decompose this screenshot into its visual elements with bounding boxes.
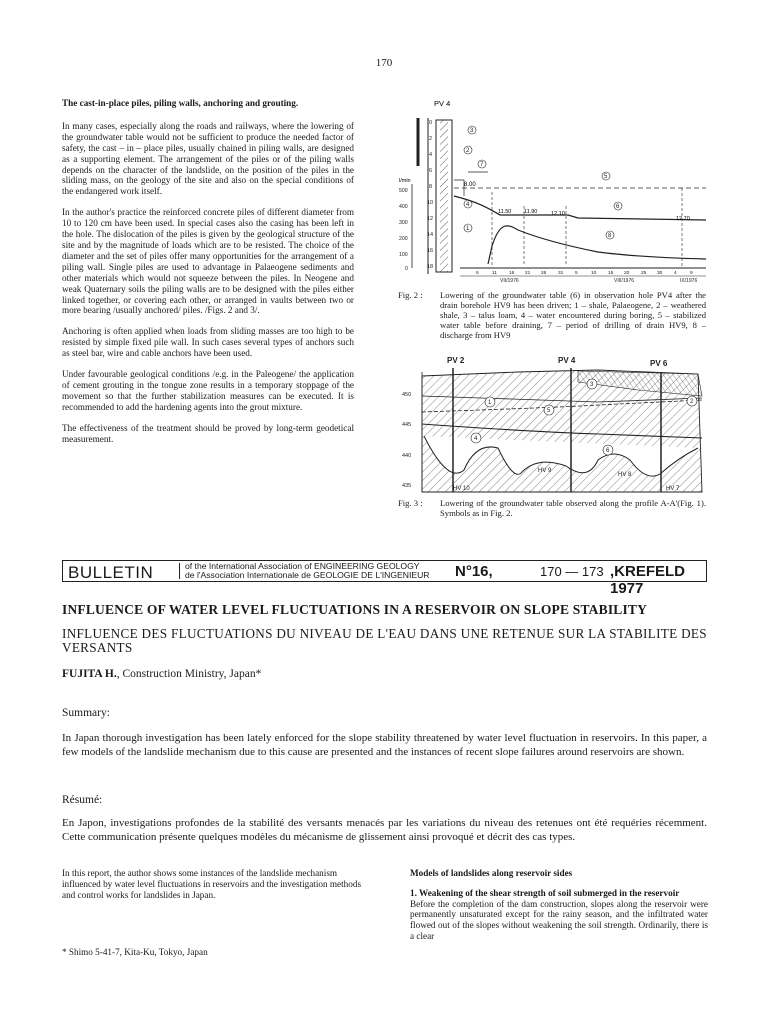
discharge-tick: 300 <box>399 220 408 226</box>
well-label: PV 2 <box>447 356 465 365</box>
association-fr: de l'Association Internationale de GEOLOGIE DE L'INGENIEUR <box>185 569 430 580</box>
discharge-tick: 500 <box>399 188 408 194</box>
level-label: 12.10 <box>551 211 565 217</box>
figure-2-caption <box>398 290 710 340</box>
symbol-label: 5 <box>547 408 551 414</box>
models-heading: Models of landslides along reservoir sides <box>410 868 573 878</box>
day-tick: 30 <box>657 271 663 276</box>
bulletin-word: BULLETIN <box>68 563 154 582</box>
section-heading: The cast-in-place piles, piling walls, anchoring and grouting. <box>62 98 299 108</box>
period-label: VIII/1976 <box>614 278 635 284</box>
period-label: IX/1976 <box>680 278 698 284</box>
bulletin-place: ,KREFELD 1977 <box>610 563 685 597</box>
models-section <box>410 868 708 942</box>
depth-tick: 8 <box>429 184 433 190</box>
caption-label: Fig. 3 : <box>398 498 423 508</box>
author-line <box>62 668 261 680</box>
paper-title-fr: INFLUENCE DES FLUCTUATIONS DU NIVEAU DE L'EAU DANS UNE RETENUE SUR LA STABILITE DES VERSANTS <box>62 626 707 655</box>
bulletin-association <box>185 562 430 579</box>
day-ticks <box>476 270 693 276</box>
depth-tick: 14 <box>427 232 434 238</box>
level-label: 11.50 <box>498 209 512 215</box>
footnote: * Shimo 5-41-7, Kita-Ku, Tokyo, Japan <box>62 947 208 957</box>
well-label: PV 4 <box>558 356 576 365</box>
day-tick: 15 <box>608 271 614 276</box>
author-name: FUJITA H. <box>62 668 117 680</box>
banner-divider <box>179 563 180 579</box>
resume-heading: Résumé: <box>62 794 103 806</box>
paragraph: Under favourable geological conditions /e.g. in the Paleogene/ the application of cement grouting in the tongue zone results in a temporary stoppage of the movement so that the further stabilization measures can be executed. It is recommended to add the hardening agents into the grout mixture. <box>62 369 354 412</box>
symbol-label: 1 <box>466 226 470 232</box>
summary-heading: Summary: <box>62 707 110 719</box>
level-label: 8.00 <box>464 182 476 188</box>
day-tick: 20 <box>624 271 630 276</box>
symbol-label: 5 <box>604 174 608 180</box>
well-labels <box>447 356 668 368</box>
intro-paragraph: In this report, the author shows some instances of the landslide mechanism influenced by water level fluctuations in reservoirs and the investigation methods and control works for landslides in Japan. <box>62 868 362 900</box>
depth-tick: 10 <box>427 200 434 206</box>
resume-text: En Japon, investigations profondes de la stabilité des versants menacés par les variations du niveau des retenues ont été requéries récemment. Cette communication présente quelques modèles du mécanisme de glissement ainsi provoqué et décrit des cas types. <box>62 817 707 843</box>
elevation-tick: 450 <box>402 392 412 398</box>
day-tick: 9 <box>690 271 693 276</box>
discharge-tick: 200 <box>399 236 408 242</box>
symbol-label: 4 <box>474 436 478 442</box>
caption-label: Fig. 2 : <box>398 290 423 300</box>
day-tick: 25 <box>641 271 647 276</box>
day-tick: 11 <box>492 271 497 276</box>
drain-label: HV 7 <box>666 486 680 492</box>
paragraph: In many cases, especially along the roads and railways, where the lowering of the groundwater table would not be sufficient to produce the needed factor of safety, the cast – in – place piles, usually chained in piling walls, are designed as a supporting element. The arrangement of the piles or of the piling walls depends on the character of the landslide, on the position of the piles in the sliding mass, on the geology of the site and also on the special conditions of the endangered work itself. <box>62 120 354 197</box>
depth-tick: 4 <box>429 152 433 158</box>
level-label: 12.70 <box>676 216 690 222</box>
symbol-label: 1 <box>488 400 492 406</box>
summary-text: In Japan thorough investigation has been lately enforced for the slope stability threatened by water level fluctuation in reservoirs. In this paper, a few models of the landslide mechanism due to this cause are presented and the instances of recent slope failures around reservoirs are shown. <box>62 732 707 758</box>
day-tick: 5 <box>575 271 578 276</box>
models-subheading: 1. Weakening of the shear strength of soil submerged in the reservoir <box>410 887 680 898</box>
depth-tick: 0 <box>429 120 433 126</box>
period-label: VII/1976 <box>500 278 519 284</box>
elevation-ticks <box>402 392 411 489</box>
day-tick: 26 <box>541 271 547 276</box>
symbol-label: 3 <box>470 128 474 134</box>
symbol-label: 6 <box>616 204 620 210</box>
figure-3-caption <box>398 498 710 518</box>
symbol-label: 6 <box>606 448 610 454</box>
discharge-tick: 400 <box>399 204 408 210</box>
paragraph: The effectiveness of the treatment should be proved by long-term geodetical measurement. <box>62 422 354 444</box>
depth-tick: 12 <box>427 216 434 222</box>
symbol-label: 3 <box>590 382 594 388</box>
caption-text: Lowering of the groundwater table (6) in observation hole PV4 after the drain borehole HV9 has been driven; 1 – shale, Palaeogene, 2 – weathered shale, 3 – talus loam, 4 – water encountered during boring, 5 – stabilized water table before draining, 7 – period of drilling of drain HV9, 8 – discharge from HV9 <box>440 290 706 340</box>
drain-label: HV 8 <box>618 472 632 478</box>
depth-tick: 16 <box>427 248 434 254</box>
bulletin-banner <box>62 560 707 597</box>
drain-label: HV 9 <box>538 468 552 474</box>
figure-2-diagram <box>368 96 713 288</box>
borehole-hatch <box>440 120 448 272</box>
bulletin-pages: 170 — 173 <box>540 564 604 579</box>
drain-label: HV 10 <box>453 486 470 492</box>
association-en: of the International Association of ENGINEERING GEOLOGY <box>185 561 420 571</box>
period-labels <box>500 278 697 284</box>
fig2-top-label: PV 4 <box>434 99 451 108</box>
symbol-label: 8 <box>608 233 612 239</box>
caption-text: Lowering of the groundwater table observed along the profile A-A'(Fig. 1). Symbols as in Fig. 2. <box>440 498 706 518</box>
day-tick: 31 <box>558 271 564 276</box>
depth-tick: 18 <box>427 264 434 270</box>
day-tick: 16 <box>509 271 515 276</box>
discharge-tick: 100 <box>399 252 408 258</box>
discharge-tick: 0 <box>405 266 408 272</box>
left-column <box>62 98 354 454</box>
figure-3-diagram <box>398 352 710 496</box>
symbol-label: 7 <box>480 162 484 168</box>
fig2-symbols <box>464 126 622 239</box>
fig2-y-label: l/min <box>399 178 411 184</box>
elevation-tick: 435 <box>402 483 412 489</box>
depth-tick: 6 <box>429 168 433 174</box>
elevation-tick: 445 <box>402 422 412 428</box>
symbol-label: 2 <box>466 148 470 154</box>
bulletin-number: N°16, <box>455 563 493 580</box>
symbol-label: 2 <box>690 399 694 405</box>
paragraph: In the author's practice the reinforced concrete piles of different diameter from 10 to 120 cm have been used. In special cases also the casing has been left in the hole. The dislocation of the piles is given by the geological structure of the site and by the magnitude of loads which are to be resisted. The choice of the diameter and the set of piles offer many opportunities for the arrangement of a piling wall. Single piles are used to advantage in Palaeogene sediments and other materials which would not squeeze between the piles. In Neogene and weak Quaternary soils the piling walls are to be designed with the piles either linked together, or covering each other, or arranged in vaults between two or more bearing /usually anchored/ piles. /Figs. 2 and 3/. <box>62 207 354 316</box>
symbol-label: 4 <box>466 202 470 208</box>
author-affiliation: , Construction Ministry, Japan* <box>116 668 262 680</box>
page-number: 170 <box>375 57 393 69</box>
paragraph: Anchoring is often applied when loads from sliding masses are too high to be resisted by simple fixed pile wall. In such cases several types of anchors such as steel bar, wire and cable anchors have been used. <box>62 326 354 359</box>
discharge-ticks <box>399 188 408 272</box>
paper-title-en: INFLUENCE OF WATER LEVEL FLUCTUATIONS IN A RESERVOIR ON SLOPE STABILITY <box>62 602 648 617</box>
well-label: PV 6 <box>650 359 668 368</box>
elevation-tick: 440 <box>402 453 412 459</box>
day-tick: 6 <box>476 271 479 276</box>
day-tick: 10 <box>591 271 597 276</box>
discharge-curve <box>488 226 706 264</box>
models-text: Before the completion of the dam construction, slopes along the reservoir were permanently unsaturated except for the rainy season, and the infiltrated water flowed out of the slopes without weakening the soil strength. Ordinarily, there is a clear <box>410 898 708 941</box>
level-label: 11.90 <box>524 209 538 215</box>
day-tick: 21 <box>525 271 531 276</box>
day-tick: 4 <box>674 271 677 276</box>
depth-tick: 2 <box>429 136 433 142</box>
